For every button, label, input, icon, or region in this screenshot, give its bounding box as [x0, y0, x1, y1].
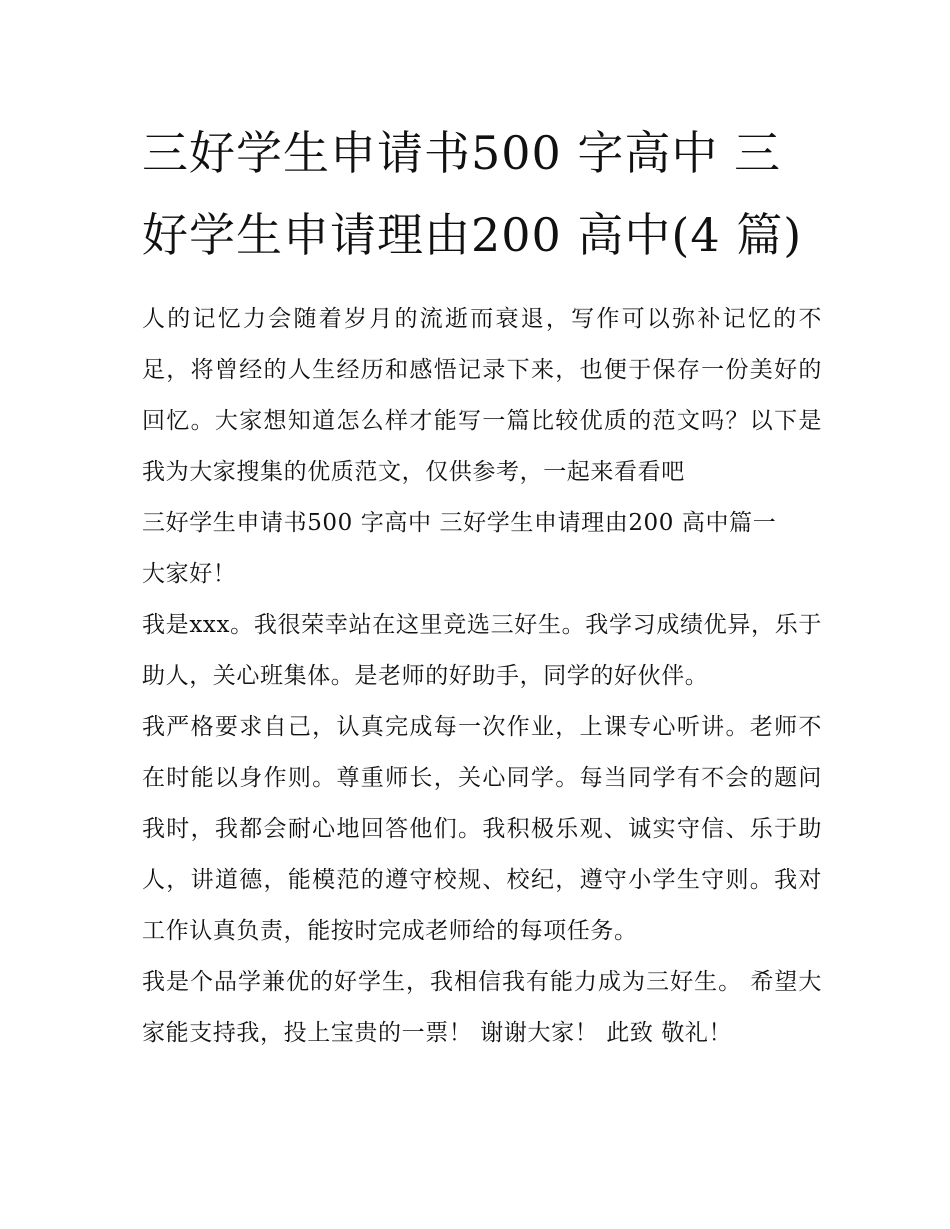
paragraph-subtitle: 三好学生申请书500 字高中 三好学生申请理由200 高中篇一: [142, 510, 777, 536]
paragraph-closing: 我是个品学兼优的好学生，我相信我有能力成为三好生。 希望大家能支持我，投上宝贵的一票！ 谢谢大家！ 此致 敬礼！: [142, 969, 822, 1046]
document-title: 三好学生申请书500 字高中 三好学生申请理由200 高中(4 篇): [142, 126, 803, 262]
paragraph-conduct: 我严格要求自己，认真完成每一次作业，上课专心听讲。老师不在时能以身作则。尊重师长，关心同学。每当同学有不会的题问我时，我都会耐心地回答他们。我积极乐观、诚实守信、乐于助人，讲道德，能模范的遵守校规、校纪，遵守小学生守则。我对工作认真负责，能按时完成老师给的每项任务。: [142, 714, 822, 944]
document-body: [142, 294, 822, 1059]
paragraph-self-intro: 我是xxx。我很荣幸站在这里竞选三好生。我学习成绩优异，乐于助人，关心班集体。是老师的好助手，同学的好伙伴。: [142, 612, 822, 689]
paragraph-greeting: 大家好！: [142, 561, 237, 587]
paragraph-intro: 人的记忆力会随着岁月的流逝而衰退，写作可以弥补记忆的不足，将曾经的人生经历和感悟记录下来，也便于保存一份美好的回忆。大家想知道怎么样才能写一篇比较优质的范文吗？以下是我为大家搜集的优质范文，仅供参考，一起来看看吧: [142, 306, 822, 485]
document-page: [142, 112, 822, 1059]
